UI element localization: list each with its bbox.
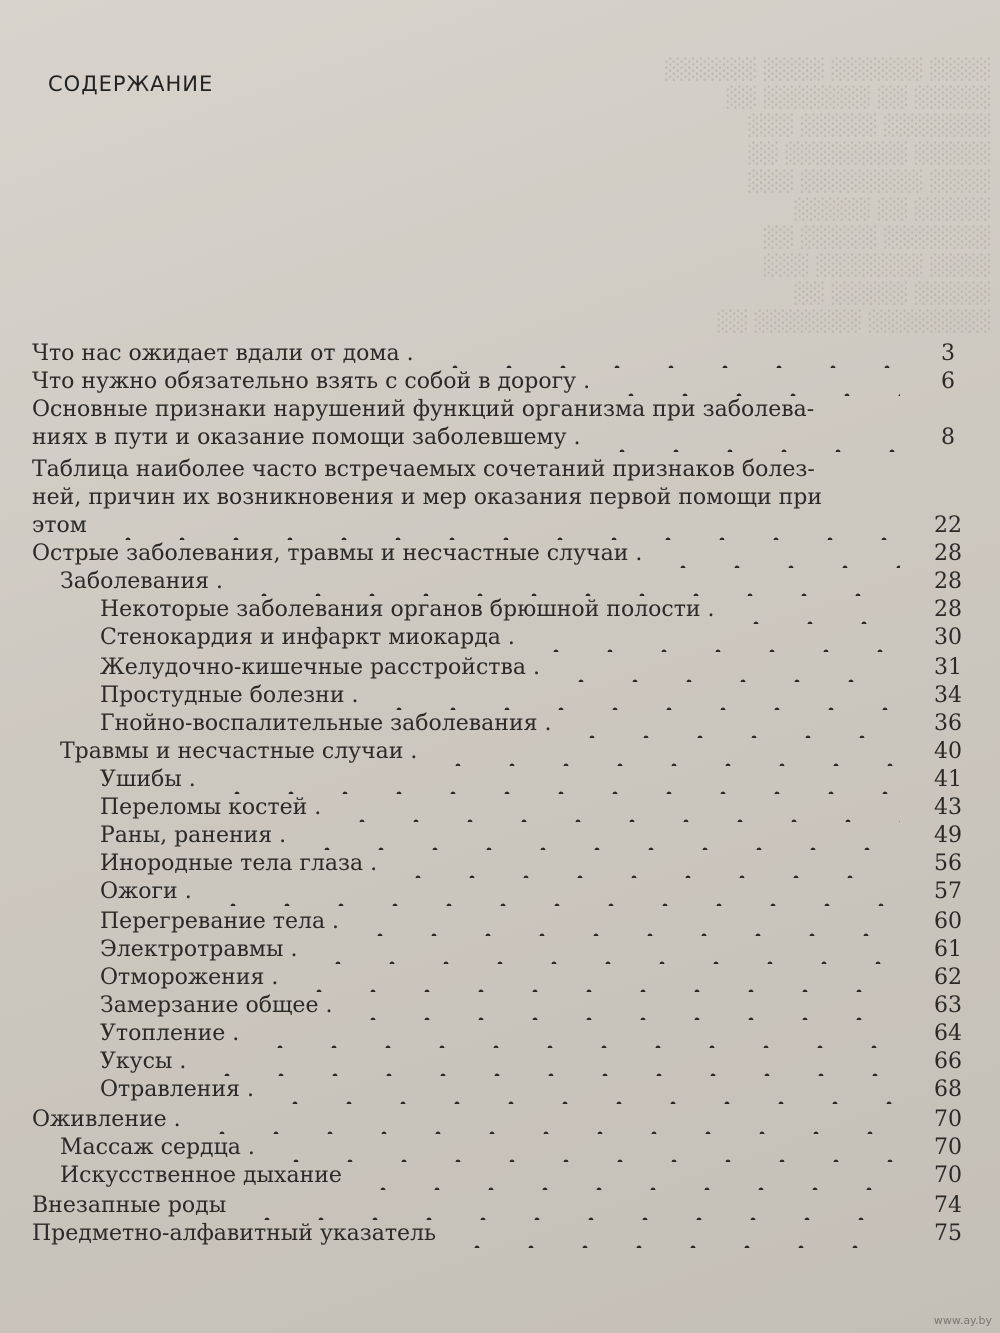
toc-entry-title: Основные признаки нарушений функций организма при заболева- xyxy=(32,397,815,422)
toc-page-number: 75 xyxy=(934,1221,962,1246)
dot-leader xyxy=(292,964,900,992)
dot-leader xyxy=(353,908,900,936)
toc-entry[interactable] xyxy=(0,992,1000,1020)
toc-entry-title: Отморожения . xyxy=(100,965,279,990)
toc-page-number: 68 xyxy=(934,1077,962,1102)
toc-entry-title: Переломы костей . xyxy=(100,795,322,820)
toc-entry-title: Инородные тела глаза . xyxy=(100,851,378,876)
toc-entry-title: Замерзание общее . xyxy=(100,993,333,1018)
toc-entry-title: Острые заболевания, травмы и несчастные случаи . xyxy=(32,541,643,566)
toc-page-number: 8 xyxy=(941,425,955,450)
toc-entry[interactable] xyxy=(0,794,1000,822)
toc-entry[interactable] xyxy=(0,596,1000,624)
toc-entry[interactable] xyxy=(0,1020,1000,1048)
toc-page-number: 57 xyxy=(934,879,962,904)
dot-leader xyxy=(565,710,900,738)
dot-leader xyxy=(237,568,900,596)
toc-entry[interactable] xyxy=(0,682,1000,710)
toc-entry-title: Оживление . xyxy=(32,1107,181,1132)
toc-entry-title: Желудочно-кишечные расстройства . xyxy=(100,655,540,680)
dot-leader xyxy=(450,1220,900,1248)
toc-entry-title: Электротравмы . xyxy=(100,937,298,962)
toc-entry[interactable] xyxy=(0,936,1000,964)
toc-entry-title: Ушибы . xyxy=(100,767,196,792)
toc-entry-title: Что нас ожидает вдали от дома . xyxy=(32,341,414,366)
dot-leader xyxy=(431,738,900,766)
dot-leader xyxy=(656,540,900,568)
toc-page-number: 40 xyxy=(934,739,962,764)
toc-entry[interactable] xyxy=(0,424,1000,452)
show-through-text: ░░░░ ░░░░░░ ░░░░ ░░░░░░ ░░░░░ ░░ ░░░░░░░ ░░ ░░░░░░░ ░░░░░ ░░░ ░░░░░ ░░░░░░░░ ░░ ░░░░ ░░░░░░░░ ░░░ ░░░░░ ░░ ░░░░░ ░░░░░░░ ░░░░░ ░░ ░░░░ ░░░░░░░ ░░░ ░░░░░ ░░░░░ ░░ ░░░░░░░░ ░░░░░░░ ░░ xyxy=(663,57,990,333)
toc-page-number: 36 xyxy=(934,711,962,736)
toc-page-number: 28 xyxy=(934,597,962,622)
toc-entry-title: Перегревание тела . xyxy=(100,909,340,934)
dot-leader xyxy=(595,424,900,452)
dot-leader xyxy=(269,1134,900,1162)
dot-leader xyxy=(210,766,900,794)
dot-leader xyxy=(311,936,900,964)
toc-page-number: 28 xyxy=(934,569,962,594)
toc-page-number: 60 xyxy=(934,909,962,934)
toc-page-number: 34 xyxy=(934,683,962,708)
toc-entry-title: Искусственное дыхание xyxy=(60,1163,342,1188)
dot-leader xyxy=(268,1076,900,1104)
toc-page-number: 70 xyxy=(934,1135,962,1160)
toc-entry-title: Заболевания . xyxy=(60,569,224,594)
toc-page-number: 6 xyxy=(941,369,955,394)
toc-entry[interactable] xyxy=(0,568,1000,596)
toc-entry-title: Ожоги . xyxy=(100,879,192,904)
toc-entry[interactable] xyxy=(0,850,1000,878)
toc-entry-title: этом xyxy=(32,513,87,538)
toc-entry[interactable] xyxy=(0,908,1000,936)
toc-entry[interactable] xyxy=(0,766,1000,794)
dot-leader xyxy=(253,1020,900,1048)
toc-page-number: 66 xyxy=(934,1049,962,1074)
toc-entry[interactable] xyxy=(0,1106,1000,1134)
toc-page-number: 74 xyxy=(934,1193,962,1218)
toc-page-number: 70 xyxy=(934,1163,962,1188)
page-title: СОДЕРЖАНИЕ xyxy=(48,72,214,96)
toc-entry-title: ней, причин их возникновения и мер оказания первой помощи при xyxy=(32,485,823,510)
toc-entry[interactable] xyxy=(0,484,1000,512)
toc-entry[interactable] xyxy=(0,340,1000,368)
toc-entry[interactable] xyxy=(0,738,1000,766)
toc-entry-title: Некоторые заболевания органов брюшной полости . xyxy=(100,597,715,622)
toc-entry-title: Отравления . xyxy=(100,1077,254,1102)
dot-leader xyxy=(529,624,900,652)
dot-leader xyxy=(428,340,900,368)
dot-leader xyxy=(206,878,900,906)
dot-leader xyxy=(604,368,900,396)
toc-entry[interactable] xyxy=(0,456,1000,484)
toc-entry[interactable] xyxy=(0,512,1000,540)
dot-leader xyxy=(391,850,900,878)
toc-entry[interactable] xyxy=(0,822,1000,850)
toc-page-number: 22 xyxy=(934,513,962,538)
dot-leader xyxy=(729,596,900,624)
dot-leader xyxy=(346,992,900,1020)
toc-entry[interactable] xyxy=(0,1192,1000,1220)
toc-page-number: 56 xyxy=(934,851,962,876)
toc-entry-title: Предметно-алфавитный указатель xyxy=(32,1221,437,1246)
toc-entry-title: Простудные болезни . xyxy=(100,683,359,708)
toc-entry[interactable] xyxy=(0,1134,1000,1162)
toc-entry[interactable] xyxy=(0,1048,1000,1076)
toc-entry[interactable] xyxy=(0,710,1000,738)
toc-entry-title: Гнойно-воспалительные заболевания . xyxy=(100,711,552,736)
toc-entry-title: Утопление . xyxy=(100,1021,240,1046)
toc-entry-title: Массаж сердца . xyxy=(60,1135,255,1160)
toc-page-number: 43 xyxy=(934,795,962,820)
dot-leader xyxy=(335,794,900,822)
toc-entry-title: Укусы . xyxy=(100,1049,187,1074)
dot-leader xyxy=(240,1192,900,1220)
dot-leader xyxy=(195,1106,900,1134)
toc-entry[interactable] xyxy=(0,654,1000,682)
toc-entry[interactable] xyxy=(0,624,1000,652)
watermark: www.ay.by xyxy=(933,1314,992,1327)
dot-leader xyxy=(356,1162,900,1190)
toc-page-number: 49 xyxy=(934,823,962,848)
dot-leader xyxy=(554,654,900,682)
toc-page-number: 62 xyxy=(934,965,962,990)
toc-entry-title: Раны, ранения . xyxy=(100,823,287,848)
toc-entry[interactable] xyxy=(0,396,1000,424)
toc-page-number: 61 xyxy=(934,937,962,962)
dot-leader xyxy=(372,682,900,710)
toc-page-number: 41 xyxy=(934,767,962,792)
dot-leader xyxy=(101,512,900,540)
toc-entry[interactable] xyxy=(0,878,1000,906)
toc-entry-title: Внезапные роды xyxy=(32,1193,227,1218)
toc-page-number: 28 xyxy=(934,541,962,566)
toc-entry-title: ниях в пути и оказание помощи заболевшему . xyxy=(32,425,581,450)
toc-entry-title: Что нужно обязательно взять с собой в дорогу . xyxy=(32,369,591,394)
toc-entry[interactable] xyxy=(0,368,1000,396)
toc-page-number: 3 xyxy=(941,341,955,366)
toc-entry-title: Стенокардия и инфаркт миокарда . xyxy=(100,625,515,650)
dot-leader xyxy=(300,822,900,850)
dot-leader xyxy=(200,1048,900,1076)
toc-entry-title: Таблица наиболее часто встречаемых сочетаний признаков болез- xyxy=(32,457,815,482)
toc-page-number: 31 xyxy=(934,655,962,680)
toc-entry[interactable] xyxy=(0,1220,1000,1248)
toc-entry-title: Травмы и несчастные случаи . xyxy=(60,739,418,764)
toc-entry[interactable] xyxy=(0,964,1000,992)
toc-entry[interactable] xyxy=(0,1162,1000,1190)
toc-entry[interactable] xyxy=(0,1076,1000,1104)
toc-page-number: 63 xyxy=(934,993,962,1018)
toc-entry[interactable] xyxy=(0,540,1000,568)
toc-page-number: 70 xyxy=(934,1107,962,1132)
toc-page-number: 64 xyxy=(934,1021,962,1046)
toc-page-number: 30 xyxy=(934,625,962,650)
